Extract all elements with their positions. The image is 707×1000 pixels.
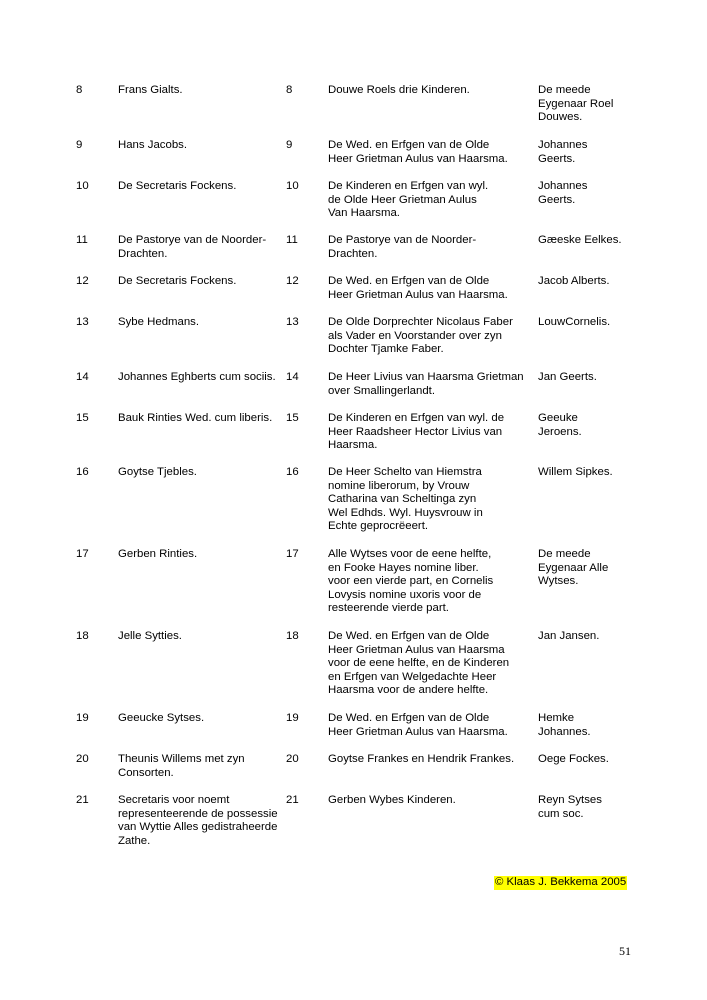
row-number-2: 15 xyxy=(286,412,299,424)
row-number-2: 17 xyxy=(286,548,299,560)
row-owner: Gerben Wybes Kinderen. xyxy=(328,794,456,806)
row-owner: De Pastorye van de Noorder- Drachten. xyxy=(328,234,477,260)
row-name: Frans Gialts. xyxy=(118,84,183,96)
row-user: Johannes Geerts. xyxy=(538,139,588,165)
row-name: Secretaris voor noemt representeerende de possessie van Wyttie Alles gedistraheerde Zathe. xyxy=(118,794,278,847)
copyright-notice: © Klaas J. Bekkema 2005 xyxy=(495,876,627,888)
row-owner: De Kinderen en Erfgen van wyl. de Olde Heer Grietman Aulus Van Haarsma. xyxy=(328,180,489,220)
row-number-2: 21 xyxy=(286,794,299,806)
row-owner: De Olde Dorprechter Nicolaus Faber als Vader en Voorstander over zyn Dochter Tjamke Faber. xyxy=(328,316,513,356)
row-name: Johannes Eghberts cum sociis. xyxy=(118,371,276,383)
row-name: De Secretaris Fockens. xyxy=(118,275,237,287)
row-user: Jan Geerts. xyxy=(538,371,597,383)
row-name: De Pastorye van de Noorder- Drachten. xyxy=(118,234,267,260)
row-owner: Douwe Roels drie Kinderen. xyxy=(328,84,470,96)
row-number: 20 xyxy=(76,753,89,765)
row-owner: De Wed. en Erfgen van de Olde Heer Grietman Aulus van Haarsma. xyxy=(328,712,508,738)
row-number: 8 xyxy=(76,84,83,96)
row-name: De Secretaris Fockens. xyxy=(118,180,237,192)
row-name: Gerben Rinties. xyxy=(118,548,198,560)
row-user: Reyn Sytses cum soc. xyxy=(538,794,602,820)
row-user: Hemke Johannes. xyxy=(538,712,591,738)
row-owner: De Heer Livius van Haarsma Grietman over Smallingerlandt. xyxy=(328,371,524,397)
row-number-2: 20 xyxy=(286,753,299,765)
row-number-2: 16 xyxy=(286,466,299,478)
row-owner: Goytse Frankes en Hendrik Frankes. xyxy=(328,753,515,765)
row-number: 19 xyxy=(76,712,89,724)
row-name: Hans Jacobs. xyxy=(118,139,188,151)
row-number: 11 xyxy=(76,234,88,246)
row-number-2: 19 xyxy=(286,712,299,724)
row-owner: De Kinderen en Erfgen van wyl. de Heer Raadsheer Hector Livius van Haarsma. xyxy=(328,412,505,452)
row-number: 10 xyxy=(76,180,89,192)
row-user: Willem Sipkes. xyxy=(538,466,613,478)
row-user: Gæeske Eelkes. xyxy=(538,234,622,246)
row-number: 21 xyxy=(76,794,89,806)
row-number: 15 xyxy=(76,412,89,424)
row-owner: Alle Wytses voor de eene helfte, en Fooke Hayes nomine liber. voor een vierde part, en Cornelis Lovysis nomine uxoris voor de resteerende vierde part. xyxy=(328,548,494,615)
row-user: Oege Fockes. xyxy=(538,753,609,765)
row-number: 16 xyxy=(76,466,89,478)
row-number: 18 xyxy=(76,630,89,642)
row-user: De meede Eygenaar Roel Douwes. xyxy=(538,84,614,124)
row-name: Sybe Hedmans. xyxy=(118,316,200,328)
row-name: Theunis Willems met zyn Consorten. xyxy=(118,753,245,779)
row-number: 9 xyxy=(76,139,83,151)
row-owner: De Wed. en Erfgen van de Olde Heer Grietman Aulus van Haarsma. xyxy=(328,275,508,301)
row-number-2: 9 xyxy=(286,139,293,151)
row-number-2: 13 xyxy=(286,316,299,328)
row-number-2: 18 xyxy=(286,630,299,642)
row-number: 14 xyxy=(76,371,89,383)
row-owner: De Heer Schelto van Hiemstra nomine liberorum, by Vrouw Catharina van Scheltinga zyn Wel Edhds. Wyl. Huysvrouw in Echte geprocrëeert. xyxy=(328,466,483,533)
row-number-2: 14 xyxy=(286,371,299,383)
row-number-2: 8 xyxy=(286,84,293,96)
row-number: 13 xyxy=(76,316,89,328)
page-number: 51 xyxy=(619,944,631,958)
row-number: 17 xyxy=(76,548,89,560)
row-name: Geeucke Sytses. xyxy=(118,712,205,724)
row-user: Geeuke Jeroens. xyxy=(538,412,582,438)
row-user: LouwCornelis. xyxy=(538,316,611,328)
row-user: Jan Jansen. xyxy=(538,630,600,642)
row-name: Jelle Sytties. xyxy=(118,630,182,642)
row-number-2: 12 xyxy=(286,275,299,287)
row-user: Jacob Alberts. xyxy=(538,275,610,287)
row-name: Goytse Tjebles. xyxy=(118,466,197,478)
row-user: Johannes Geerts. xyxy=(538,180,588,206)
row-number-2: 10 xyxy=(286,180,299,192)
row-owner: De Wed. en Erfgen van de Olde Heer Grietman Aulus van Haarsma voor de eene helfte, en de Kinderen en Erfgen van Welgedachte Heer Haarsma voor de andere helfte. xyxy=(328,630,510,697)
row-number: 12 xyxy=(76,275,89,287)
row-number-2: 11 xyxy=(286,234,298,246)
row-user: De meede Eygenaar Alle Wytses. xyxy=(538,548,609,588)
row-name: Bauk Rinties Wed. cum liberis. xyxy=(118,412,273,424)
row-owner: De Wed. en Erfgen van de Olde Heer Grietman Aulus van Haarsma. xyxy=(328,139,508,165)
